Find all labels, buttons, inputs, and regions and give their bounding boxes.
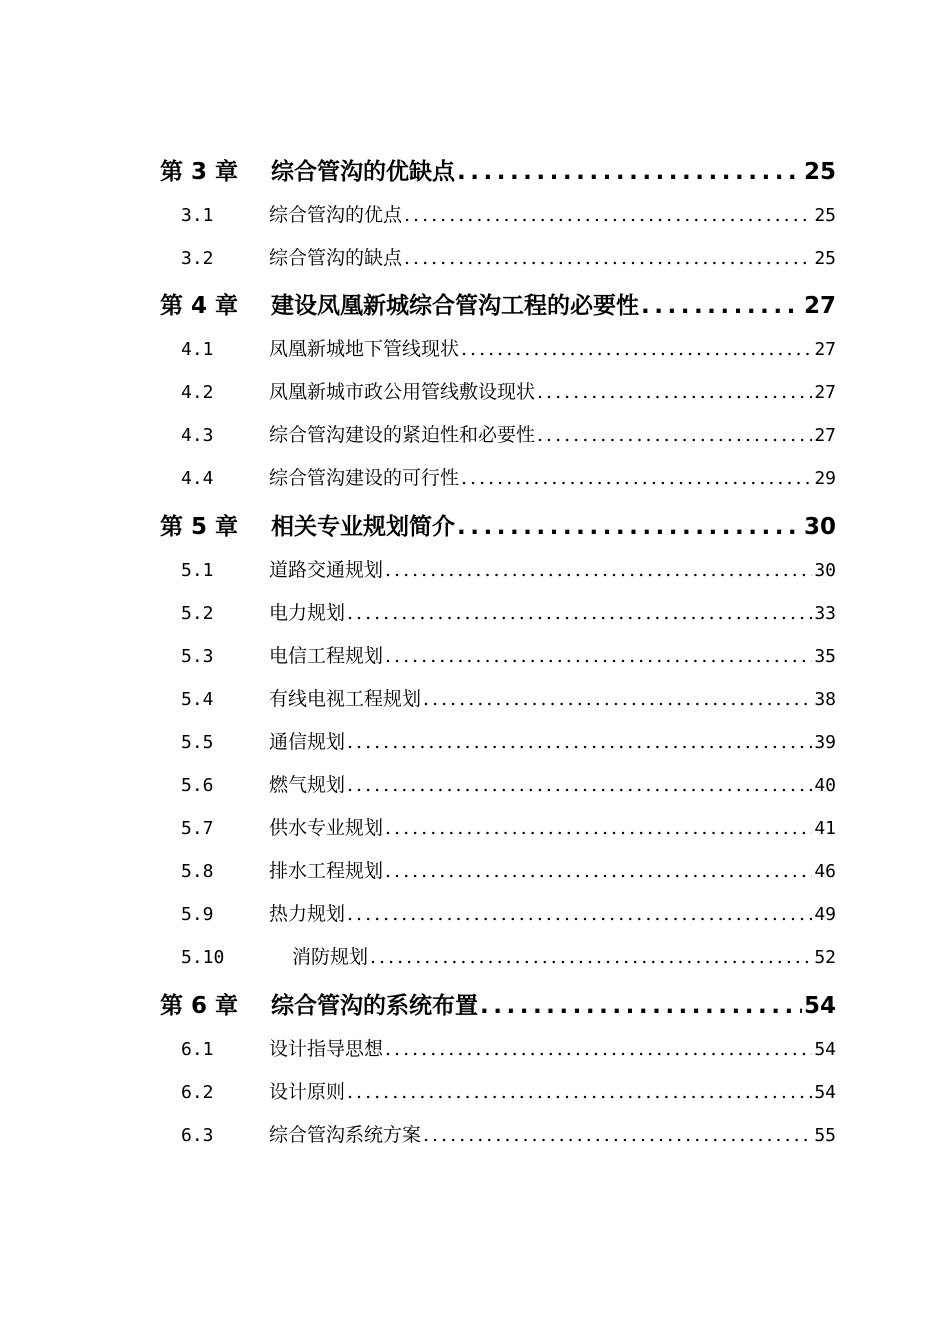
dot-leader bbox=[370, 936, 812, 979]
toc-number: 第 6 章 bbox=[160, 992, 239, 1019]
toc-page: 30 bbox=[803, 513, 836, 540]
toc-number: 4.1 bbox=[181, 339, 214, 361]
toc-section-5-2[interactable] bbox=[160, 592, 836, 635]
toc-title: 综合管沟的系统布置 bbox=[271, 992, 478, 1019]
dot-leader bbox=[641, 284, 802, 328]
toc-title: 综合管沟的优缺点 bbox=[271, 159, 455, 185]
dot-leader bbox=[385, 549, 812, 592]
toc-section-5-4[interactable] bbox=[160, 678, 836, 721]
dot-leader bbox=[537, 371, 812, 414]
toc-number: 4.3 bbox=[181, 425, 214, 447]
toc-number: 3.2 bbox=[181, 248, 214, 270]
toc-number: 6.2 bbox=[181, 1081, 214, 1103]
toc-section-4-1[interactable] bbox=[160, 328, 836, 371]
toc-title: 相关专业规划简介 bbox=[271, 513, 455, 540]
toc-section-4-4[interactable] bbox=[160, 457, 836, 500]
toc-page: 46 bbox=[814, 861, 836, 883]
toc-number: 6.1 bbox=[181, 1038, 214, 1060]
toc-section-5-1[interactable] bbox=[160, 549, 836, 592]
toc-page: 27 bbox=[814, 425, 836, 447]
dot-leader bbox=[461, 457, 812, 500]
toc-page: 38 bbox=[814, 688, 836, 710]
toc-section-3-2[interactable] bbox=[160, 237, 836, 280]
toc-page: 40 bbox=[814, 775, 836, 797]
toc-number: 5.5 bbox=[181, 731, 214, 753]
toc-page: 29 bbox=[814, 468, 836, 490]
toc-page: 41 bbox=[814, 818, 836, 840]
toc-page: 35 bbox=[814, 645, 836, 667]
toc-number: 6.3 bbox=[181, 1124, 214, 1146]
toc-title: 电信工程规划 bbox=[269, 644, 384, 667]
dot-leader bbox=[404, 237, 812, 280]
dot-leader bbox=[480, 984, 802, 1028]
toc-number: 4.4 bbox=[181, 468, 214, 490]
toc-title: 设计原则 bbox=[269, 1080, 346, 1103]
toc-title: 凤凰新城市政公用管线敷设现状 bbox=[269, 381, 536, 404]
toc-title: 燃气规划 bbox=[269, 774, 346, 797]
toc-title: 综合管沟的优点 bbox=[269, 204, 403, 226]
toc-page: 25 bbox=[814, 248, 836, 270]
toc-number: 4.2 bbox=[181, 382, 214, 404]
toc-section-5-7[interactable] bbox=[160, 807, 836, 850]
toc-page: 27 bbox=[814, 382, 836, 404]
toc-chapter-3[interactable] bbox=[160, 150, 836, 194]
toc-title: 热力规划 bbox=[269, 903, 346, 926]
toc-chapter-5[interactable] bbox=[160, 505, 836, 549]
dot-leader bbox=[347, 592, 812, 635]
toc-number: 5.7 bbox=[181, 818, 214, 840]
toc-page: 55 bbox=[814, 1124, 836, 1146]
dot-leader bbox=[347, 1071, 812, 1114]
toc-page: 25 bbox=[803, 159, 836, 185]
toc-title: 建设凤凰新城综合管沟工程的必要性 bbox=[271, 293, 639, 320]
toc-title: 综合管沟的缺点 bbox=[269, 247, 403, 270]
toc-title: 综合管沟系统方案 bbox=[269, 1123, 422, 1146]
toc-section-5-3[interactable] bbox=[160, 635, 836, 678]
dot-leader bbox=[385, 635, 812, 678]
toc-section-5-5[interactable] bbox=[160, 721, 836, 764]
dot-leader bbox=[385, 807, 812, 850]
toc-page: 52 bbox=[814, 947, 836, 969]
toc-number: 第 3 章 bbox=[160, 159, 239, 185]
dot-leader bbox=[461, 328, 812, 371]
toc-section-4-3[interactable] bbox=[160, 414, 836, 457]
toc-title: 排水工程规划 bbox=[269, 860, 384, 883]
toc-section-5-6[interactable] bbox=[160, 764, 836, 807]
toc-number: 5.8 bbox=[181, 861, 214, 883]
toc-title: 凤凰新城地下管线现状 bbox=[269, 338, 460, 361]
toc-page: 54 bbox=[814, 1081, 836, 1103]
dot-leader bbox=[423, 1114, 812, 1157]
toc-title: 消防规划 bbox=[292, 946, 369, 969]
toc-number: 第 5 章 bbox=[160, 513, 239, 540]
toc-page: 54 bbox=[814, 1038, 836, 1060]
toc-page: 30 bbox=[814, 559, 836, 581]
dot-leader bbox=[347, 721, 812, 764]
toc-page: 27 bbox=[814, 339, 836, 361]
toc-section-4-2[interactable] bbox=[160, 371, 836, 414]
toc-number: 5.3 bbox=[181, 645, 214, 667]
toc-section-6-1[interactable] bbox=[160, 1028, 836, 1071]
toc-page: 39 bbox=[814, 731, 836, 753]
toc-title: 综合管沟建设的紧迫性和必要性 bbox=[269, 424, 536, 447]
toc-page: 49 bbox=[814, 904, 836, 926]
toc-page: 27 bbox=[803, 293, 836, 320]
toc-title: 通信规划 bbox=[269, 730, 346, 753]
dot-leader bbox=[537, 414, 812, 457]
table-of-contents bbox=[160, 150, 836, 1157]
toc-number: 5.10 bbox=[181, 947, 225, 969]
toc-number: 3.1 bbox=[181, 205, 214, 226]
toc-section-6-3[interactable] bbox=[160, 1114, 836, 1157]
toc-chapter-6[interactable] bbox=[160, 984, 836, 1028]
dot-leader bbox=[457, 150, 802, 194]
dot-leader bbox=[385, 1028, 812, 1071]
toc-title: 综合管沟建设的可行性 bbox=[269, 467, 460, 490]
dot-leader bbox=[385, 850, 812, 893]
toc-page: 33 bbox=[814, 602, 836, 624]
toc-section-5-8[interactable] bbox=[160, 850, 836, 893]
toc-number: 5.1 bbox=[181, 559, 214, 581]
toc-section-6-2[interactable] bbox=[160, 1071, 836, 1114]
toc-number: 5.9 bbox=[181, 904, 214, 926]
toc-number: 5.6 bbox=[181, 775, 214, 797]
toc-title: 有线电视工程规划 bbox=[269, 687, 422, 710]
toc-page: 54 bbox=[803, 992, 836, 1019]
toc-number: 5.4 bbox=[181, 688, 214, 710]
dot-leader bbox=[404, 194, 812, 237]
dot-leader bbox=[347, 893, 812, 936]
toc-number: 第 4 章 bbox=[160, 293, 239, 320]
toc-number: 5.2 bbox=[181, 602, 214, 624]
toc-section-5-10[interactable] bbox=[160, 936, 836, 979]
toc-page: 25 bbox=[814, 205, 836, 226]
dot-leader bbox=[457, 505, 802, 549]
dot-leader bbox=[347, 764, 812, 807]
toc-title: 设计指导思想 bbox=[269, 1037, 384, 1060]
toc-chapter-4[interactable] bbox=[160, 284, 836, 328]
toc-title: 道路交通规划 bbox=[269, 558, 384, 581]
dot-leader bbox=[423, 678, 812, 721]
toc-title: 供水专业规划 bbox=[269, 817, 384, 840]
toc-title: 电力规划 bbox=[269, 601, 346, 624]
toc-section-5-9[interactable] bbox=[160, 893, 836, 936]
toc-section-3-1[interactable] bbox=[160, 194, 836, 237]
